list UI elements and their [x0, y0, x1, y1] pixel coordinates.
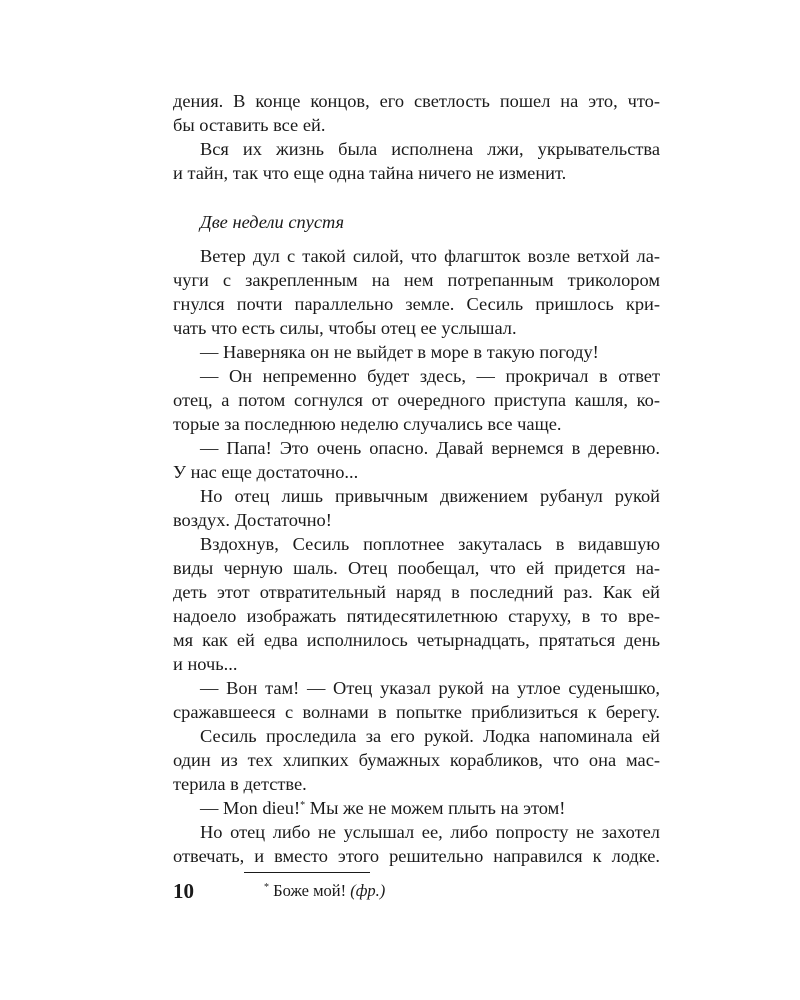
text-line: надоело изображать пятидесятилетнюю старуху, в то вре- [173, 606, 660, 626]
text-line: деть этот отвратительный наряд в последний раз. Как ей [173, 582, 660, 602]
text-line: У нас еще достаточно... [173, 462, 359, 482]
text-line: и ночь... [173, 654, 238, 674]
text-line: отвечать, и вместо этого решительно направился к лодке. [173, 846, 660, 866]
text-line: Вздохнув, Сесиль поплотнее закуталась в видавшую [200, 534, 660, 554]
text-line: один из тех хлипких бумажных корабликов, что она мас- [173, 750, 660, 770]
footnote-text: Боже мой! [269, 881, 351, 900]
text-line: Но отец лишь привычным движением рубанул рукой [200, 486, 660, 506]
text-line: — Папа! Это очень опасно. Давай вернемся в деревню. [200, 438, 660, 458]
text-line: чать что есть силы, чтобы отец ее услышал. [173, 318, 517, 338]
text-line: Но отец либо не услышал ее, либо попросту не захотел [200, 822, 660, 842]
text-line: Ветер дул с такой силой, что флагшток возле ветхой ла- [200, 246, 660, 266]
footnote-marker: * [300, 800, 306, 811]
footnote [264, 880, 385, 902]
text-line: мя как ей едва исполнилось четырнадцать, прятаться день [173, 630, 660, 650]
text-line: — Наверняка он не выйдет в море в такую погоду! [200, 342, 599, 362]
footnote-language: (фр.) [350, 881, 386, 900]
text-line: — Вон там! — Отец указал рукой на утлое суденышко, [200, 678, 660, 698]
text-line: чуги с закрепленным на нем потрепанным триколором [173, 270, 660, 290]
text-line: Сесиль проследила за его рукой. Лодка напоминала ей [200, 726, 660, 746]
page-number: 10 [173, 879, 194, 903]
footnote-divider [244, 872, 370, 873]
text-line: отец, а потом согнулся от очередного приступа кашля, ко- [173, 390, 660, 410]
text-line: дения. В конце концов, его светлость пошел на это, что- [173, 91, 660, 111]
body-text [173, 244, 660, 868]
text-line-with-footnote [173, 796, 660, 820]
text-line: гнулся почти параллельно земле. Сесиль пришлось кри- [173, 294, 660, 314]
text-line: и тайн, так что еще одна тайна ничего не изменит. [173, 163, 567, 183]
text-line: воздух. Достаточно! [173, 510, 332, 530]
text-line: терила в детстве. [173, 774, 307, 794]
text-line: — Он непременно будет здесь, — прокричал в ответ [200, 366, 660, 386]
text-line: виды черную шаль. Отец пообещал, что ей придется на- [173, 558, 660, 578]
footnote-marker: * [264, 882, 269, 893]
exclamation-text: — Mon dieu! [200, 798, 301, 818]
text-line: торые за последнюю неделю случались все чаще. [173, 414, 562, 434]
section-heading: Две недели спустя [200, 212, 345, 232]
text-line: сражавшееся с волнами в попытке приблизиться к берегу. [173, 702, 660, 722]
text-line: Вся их жизнь была исполнена лжи, укрывательства [200, 139, 660, 159]
text-line: бы оставить все ей. [173, 115, 326, 135]
text-line-rest: Мы же не можем плыть на этом! [305, 798, 566, 818]
top-paragraphs [173, 89, 660, 185]
